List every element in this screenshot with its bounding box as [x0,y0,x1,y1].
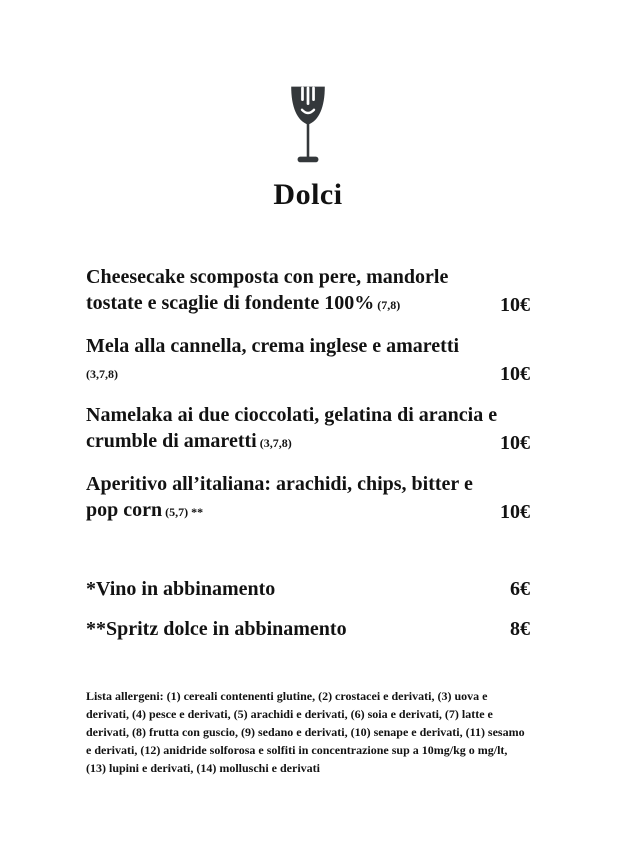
allergen-codes: (3,7,8) [256,436,292,450]
pairing-row [86,577,530,601]
item-line-1: Namelaka ai due cioccolati, gelatina di arancia e [86,404,498,426]
item-line-2: crumble di amaretti [86,430,257,452]
dessert-list [86,264,530,525]
item-line-1: Aperitivo all’italiana: arachidi, chips, bitter e [86,473,473,495]
wine-glass-fork-icon [284,85,332,165]
pairing-price: 8€ [510,618,530,640]
pairing-price: 6€ [510,578,530,600]
item-line-1: Cheesecake scomposta con pere, mandorle [86,266,449,288]
item-price: 10€ [500,501,530,523]
allergen-list: Lista allergeni: (1) cereali contenenti glutine, (2) crostacei e derivati, (3) uova e derivati, (4) pesce e derivati, (5) arachidi e derivati, (6) soia e derivati, (7) latte e derivati, (8) frutta con guscio, (9) sedano e derivati, (10) senape e derivati, (11) sesamo e derivati, (12) anidride solforosa e solfiti in concentrazione sup a 10mg/kg o mg/lt, (13) lupini e derivati, (14) molluschi e derivati [86,689,525,775]
menu-item [86,471,530,525]
item-line-1: Mela alla cannella, crema inglese e amaretti [86,335,460,357]
item-price: 10€ [500,432,530,454]
item-price: 10€ [500,363,530,385]
menu-header [86,0,530,212]
menu-item [86,333,530,387]
item-description [86,333,530,387]
item-description [86,471,530,525]
item-line-2: pop corn [86,499,163,521]
pairing-note-marker: ** [188,505,204,519]
pairings-section [86,577,530,641]
allergen-codes: (5,7) [162,505,189,519]
item-price: 10€ [500,294,530,316]
allergen-codes: (7,8) [374,298,401,312]
allergen-codes: (3,7,8) [86,367,118,381]
menu-item [86,402,530,456]
pairing-label: **Spritz dolce in abbinamento [86,618,347,640]
item-description [86,402,530,456]
menu-item [86,264,530,318]
item-description [86,264,530,318]
page-title: Dolci [273,178,343,211]
pairing-row [86,617,530,641]
item-line-2: tostate e scaglie di fondente 100% [86,292,375,314]
pairing-label: *Vino in abbinamento [86,578,276,600]
